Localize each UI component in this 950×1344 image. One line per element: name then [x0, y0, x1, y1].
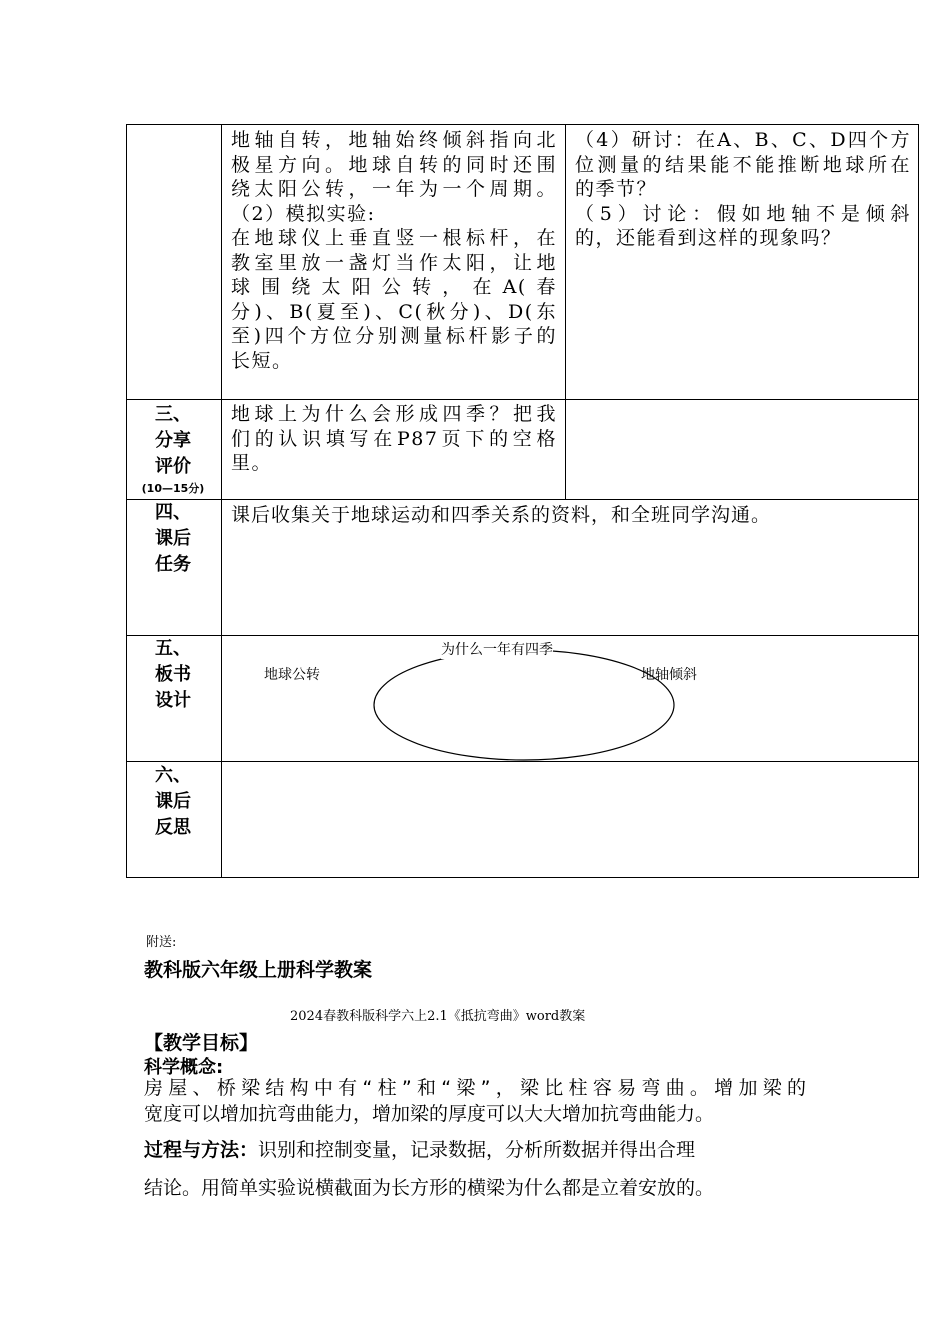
process-paragraph — [144, 1137, 806, 1201]
time-note: (10—15分) — [141, 482, 205, 495]
section-heading: 【教学目标】 — [144, 1032, 259, 1054]
label-line: 任务 — [155, 554, 191, 575]
label-line: 反思 — [155, 817, 191, 838]
cell-line: （2）模拟实验: — [231, 202, 376, 225]
cell-line: 分)、B(夏至)、C(秋分)、D(东 — [231, 300, 557, 323]
cell-line: 的，还能看到这样的现象吗？ — [575, 227, 842, 249]
label-line: 分享 — [155, 430, 191, 451]
cell-line: 的季节？ — [575, 178, 658, 200]
cell-line: 教室里放一盏灯当作太阳，让地 — [231, 251, 557, 274]
label-line: 设计 — [155, 690, 191, 711]
cell-line: （5）讨论：假如地轴不是倾斜 — [575, 202, 911, 225]
cell-line: 位测量的结果能不能推断地球所在 — [575, 153, 911, 176]
cell-line: 球围绕太阳公转，在A(春 — [231, 276, 557, 298]
label-line: 四、 — [155, 502, 191, 523]
row1-right-cell — [575, 128, 911, 251]
concept-label: 科学概念: — [144, 1057, 224, 1078]
cell-line: 绕太阳公转，一年为一个周期。 — [231, 178, 557, 200]
label-line: 课后 — [155, 528, 191, 549]
cell-line: （4）研讨：在A、B、C、D四个方 — [575, 129, 911, 151]
appendix-note: 附送: — [146, 935, 177, 950]
table-column-divider — [565, 124, 566, 499]
board-right-label: 地轴倾斜 — [641, 667, 697, 683]
board-left-label: 地球公转 — [264, 667, 320, 683]
table-row-divider — [126, 499, 919, 500]
label-line: 五、 — [155, 638, 191, 659]
table-column-divider — [221, 124, 222, 877]
row4-label — [126, 636, 220, 714]
cell-line: 地球上为什么会形成四季？把我 — [231, 403, 557, 425]
cell-line: 里。 — [231, 452, 273, 474]
cell-line: 极星方向。地球自转的同时还围 — [231, 153, 557, 176]
paragraph-line: 房屋、桥梁结构中有“柱”和“梁”，梁比柱容易弯曲。增加梁的 — [144, 1077, 806, 1099]
concept-paragraph — [144, 1075, 806, 1127]
process-label: 过程与方法： — [144, 1139, 259, 1161]
table-row-divider — [126, 635, 919, 636]
table-right-border — [918, 124, 919, 877]
table-top-border — [126, 124, 919, 125]
appendix-heading: 教科版六年级上册科学教案 — [144, 959, 373, 981]
label-line: 课后 — [155, 791, 191, 812]
paragraph-line — [144, 1137, 806, 1163]
table-bottom-border — [126, 877, 919, 878]
cell-line: 们的认识填写在P87页下的空格 — [231, 427, 557, 450]
document-title: 2024春教科版科学六上2.1《抵抗弯曲》word教案 — [290, 1009, 586, 1024]
row1-middle-cell — [231, 128, 557, 373]
paragraph-line: 宽度可以增加抗弯曲能力，增加梁的厚度可以大大增加抗弯曲能力。 — [144, 1103, 715, 1125]
process-text: 识别和控制变量，记录数据，分析所数据并得出合理 — [258, 1139, 696, 1161]
label-line: 六、 — [155, 765, 191, 786]
row2-middle-cell — [231, 402, 557, 476]
row3-task-text: 课后收集关于地球运动和四季关系的资料，和全班同学沟通。 — [231, 504, 772, 526]
row2-label — [126, 402, 220, 498]
label-line: 评价 — [155, 456, 191, 477]
table-row-divider — [126, 399, 919, 400]
cell-line: 在地球仪上垂直竖一根标杆，在 — [231, 227, 557, 249]
cell-line: 至)四个方位分别测量标杆影子的 — [231, 325, 557, 347]
row3-label — [126, 500, 220, 578]
cell-line: 长短。 — [231, 349, 293, 372]
row5-label — [126, 763, 220, 841]
board-ellipse — [372, 648, 676, 762]
paragraph-line: 结论。用简单实验说横截面为长方形的横梁为什么都是立着安放的。 — [144, 1177, 715, 1199]
label-line: 板书 — [155, 664, 191, 685]
label-line: 三、 — [155, 404, 191, 425]
board-title: 为什么一年有四季 — [441, 642, 553, 658]
cell-line: 地轴自转，地轴始终倾斜指向北 — [231, 129, 557, 151]
